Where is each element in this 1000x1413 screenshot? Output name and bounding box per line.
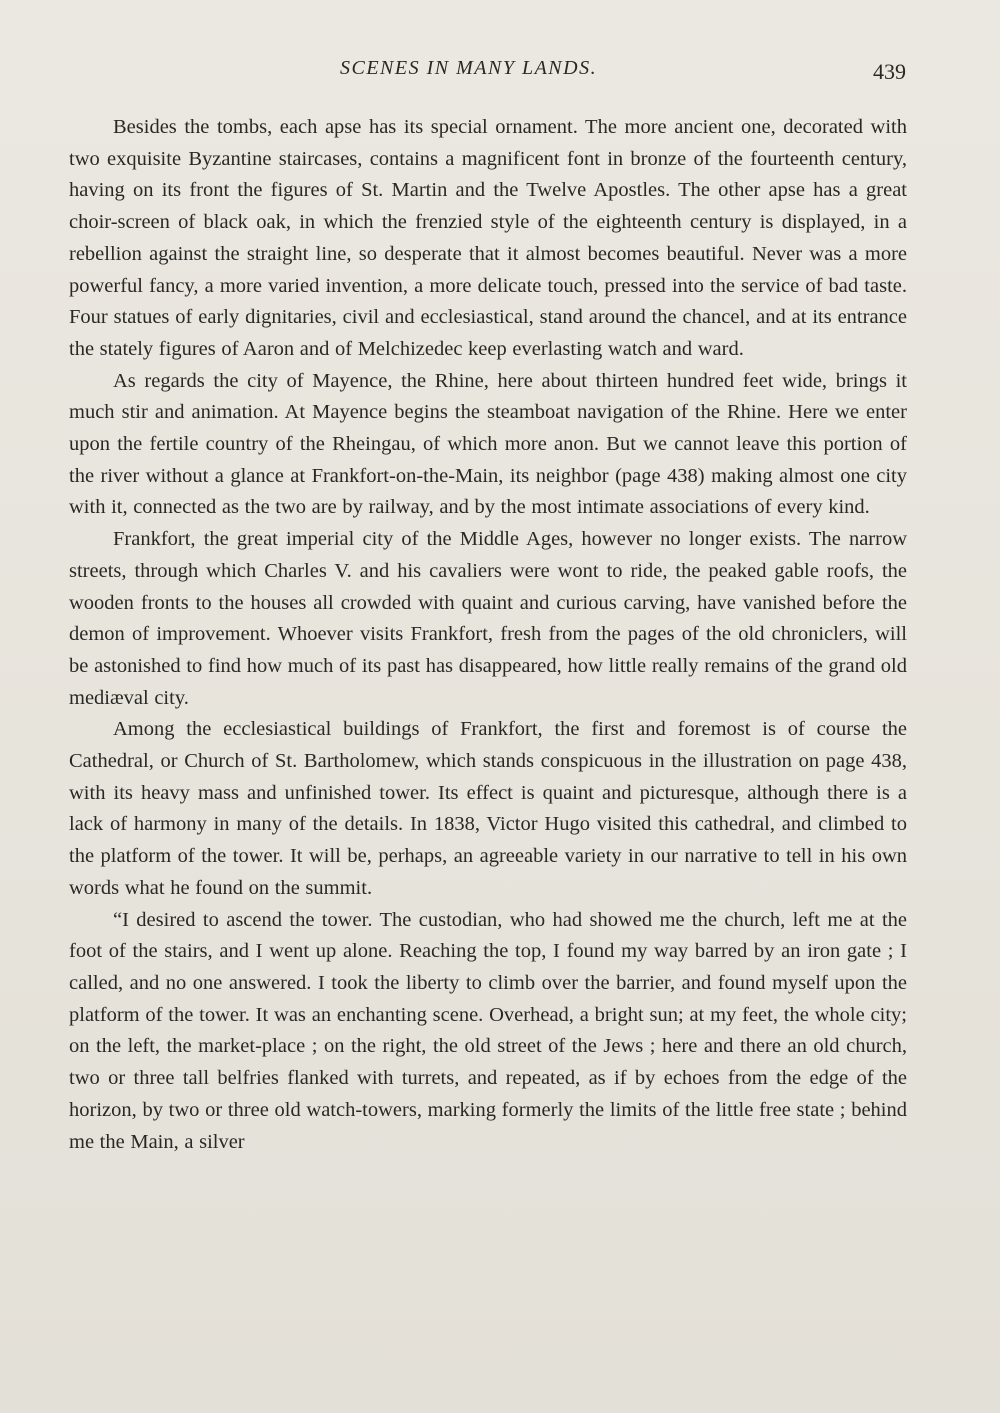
paragraph-cathedral: Among the ecclesiastical buildings of Frankfort, the first and foremost is of course the Cathedral, or Church of St. Bartholomew, which stands conspicuous in the illustration on page 438, with its heavy mass and unfinished tower. Its effect is quaint and picturesque, although there is a lack of harmony in many of the details. In 1838, Victor Hugo visited this cathedral, and climbed to the platform of the tower. It will be, perhaps, an agreeable variety in our narrative to tell in his own words what he found on the summit. <box>69 718 907 899</box>
body-text <box>69 112 907 1158</box>
paragraph-mayence: As regards the city of Mayence, the Rhine, here about thirteen hundred feet wide, brings it much stir and animation. At Mayence begins the steamboat navigation of the Rhine. Here we enter upon the fertile country of the Rheingau, of which more anon. But we cannot leave this portion of the river without a glance at Frankfort-on-the-Main, its neighbor (page 438) making almost one city with it, connected as the two are by railway, and by the most intimate associations of every kind. <box>69 369 907 519</box>
page-number: 439 <box>873 59 906 84</box>
running-title: SCENES IN MANY LANDS. <box>340 57 598 79</box>
paragraph-hugo-quote: “I desired to ascend the tower. The custodian, who had showed me the church, left me at the foot of the stairs, and I went up alone. Reaching the top, I found my way barred by an iron gate ; I called, and no one answered. I took the liberty to climb over the barrier, and found myself upon the platform of the tower. It was an enchanting scene. Overhead, a bright sun; at my feet, the whole city; on the left, the market-place ; on the right, the old street of the Jews ; here and there an old church, two or three tall belfries flanked with turrets, and repeated, as if by echoes from the edge of the horizon, by two or three old watch-towers, marking formerly the limits of the little free state ; behind me the Main, a silver <box>69 908 907 1153</box>
running-head <box>0 57 1000 87</box>
paragraph-frankfort: Frankfort, the great imperial city of the Middle Ages, however no longer exists. The narrow streets, through which Charles V. and his cavaliers were wont to ride, the peaked gable roofs, the wooden fronts to the houses all crowded with quaint and curious carving, have vanished before the demon of improvement. Whoever visits Frankfort, fresh from the pages of the old chroniclers, will be astonished to find how much of its past has disappeared, how little really remains of the grand old mediæval city. <box>69 528 907 709</box>
paragraph-apse-ornament: Besides the tombs, each apse has its special ornament. The more ancient one, decorated with two exquisite Byzantine staircases, contains a magnificent font in bronze of the fourteenth century, having on its front the figures of St. Martin and the Twelve Apostles. The other apse has a great choir-screen of black oak, in which the frenzied style of the eighteenth century is displayed, in a rebellion against the straight line, so desperate that it almost becomes beautiful. Never was a more powerful fancy, a more varied invention, a more delicate touch, pressed into the service of bad taste. Four statues of early dignitaries, civil and ecclesiastical, stand around the chancel, and at its entrance the stately figures of Aaron and of Melchizedec keep everlasting watch and ward. <box>69 116 907 360</box>
